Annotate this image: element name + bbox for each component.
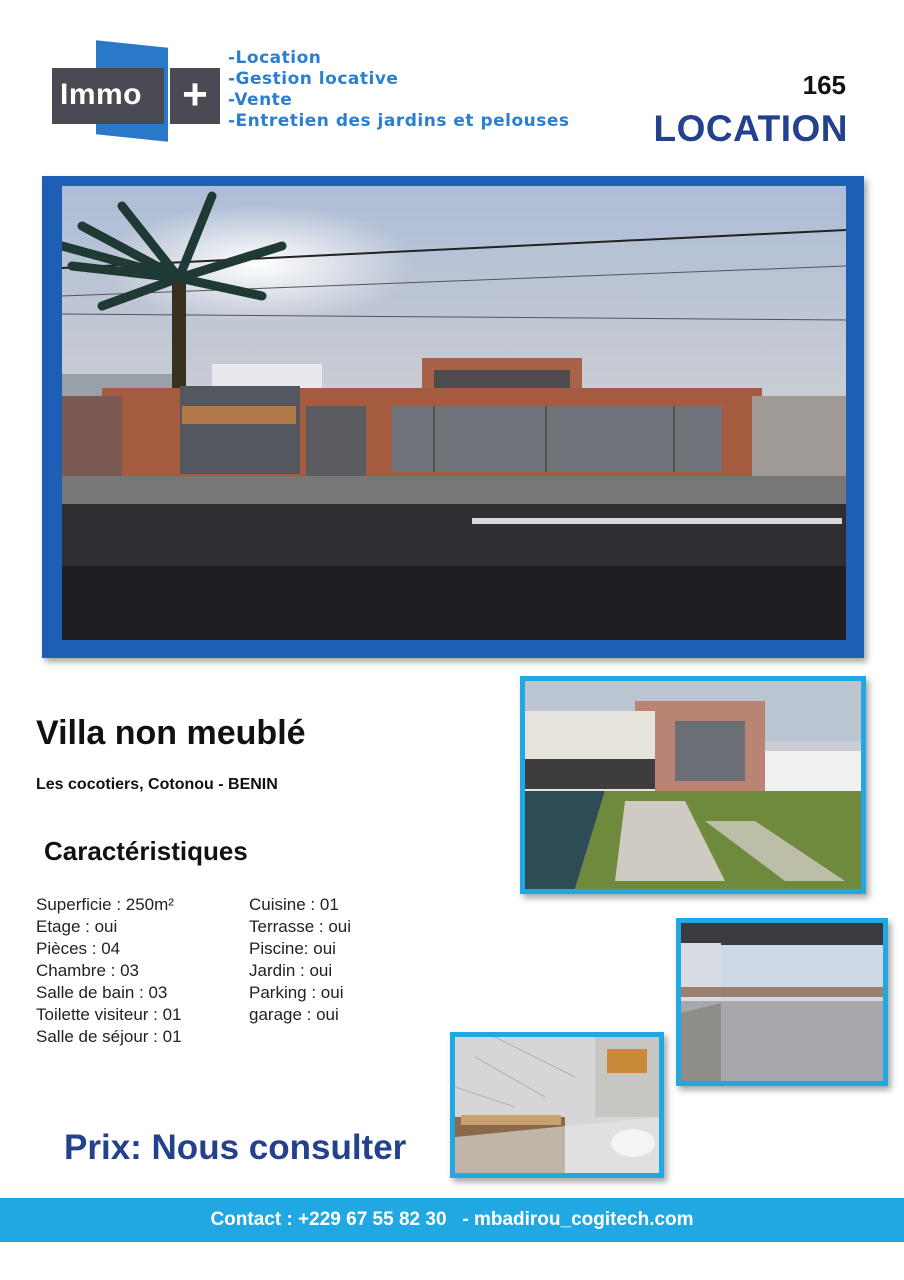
feature-item: Chambre : 03 — [36, 961, 139, 980]
features-left-column — [36, 894, 182, 1048]
feature-item: Etage : oui — [36, 917, 118, 936]
photo-bathroom — [450, 1032, 664, 1178]
listing-price: Prix: Nous consulter — [64, 1128, 407, 1167]
service-item: -Gestion locative — [228, 69, 399, 89]
company-logo — [52, 44, 222, 142]
listing-reference: 165 — [802, 70, 846, 100]
service-item: -Location — [228, 48, 322, 68]
service-item: -Entretien des jardins et pelouses — [228, 111, 570, 131]
service-item: -Vente — [228, 90, 293, 110]
logo-text: Immo — [60, 78, 143, 111]
main-photo-villa-facade — [62, 186, 846, 640]
listing-title: Villa non meublé — [36, 714, 306, 752]
listing-type: LOCATION — [653, 108, 848, 149]
features-heading: Caractéristiques — [44, 836, 248, 866]
feature-item: Salle de séjour : 01 — [36, 1027, 182, 1046]
photo-pool-garden — [520, 676, 866, 894]
feature-item: Jardin : oui — [249, 961, 333, 980]
feature-item: Salle de bain : 03 — [36, 983, 168, 1002]
feature-item: garage : oui — [249, 1005, 339, 1024]
feature-item: Parking : oui — [249, 983, 344, 1002]
logo-plus: + — [170, 68, 220, 124]
feature-item: Cuisine : 01 — [249, 895, 339, 914]
features-right-column — [249, 894, 351, 1026]
feature-item: Pièces : 04 — [36, 939, 121, 958]
feature-item: Superficie : 250m² — [36, 895, 174, 914]
feature-item: Toilette visiteur : 01 — [36, 1005, 182, 1024]
services-list — [228, 48, 570, 132]
contact-footer — [0, 1198, 904, 1242]
listing-location: Les cocotiers, Cotonou - BENIN — [36, 776, 278, 793]
contact-text: Contact : +229 67 55 82 30 - mbadirou_cogitech.com — [210, 1209, 694, 1230]
feature-item: Terrasse : oui — [249, 917, 352, 936]
photo-terrace — [676, 918, 888, 1086]
feature-item: Piscine: oui — [249, 939, 336, 958]
